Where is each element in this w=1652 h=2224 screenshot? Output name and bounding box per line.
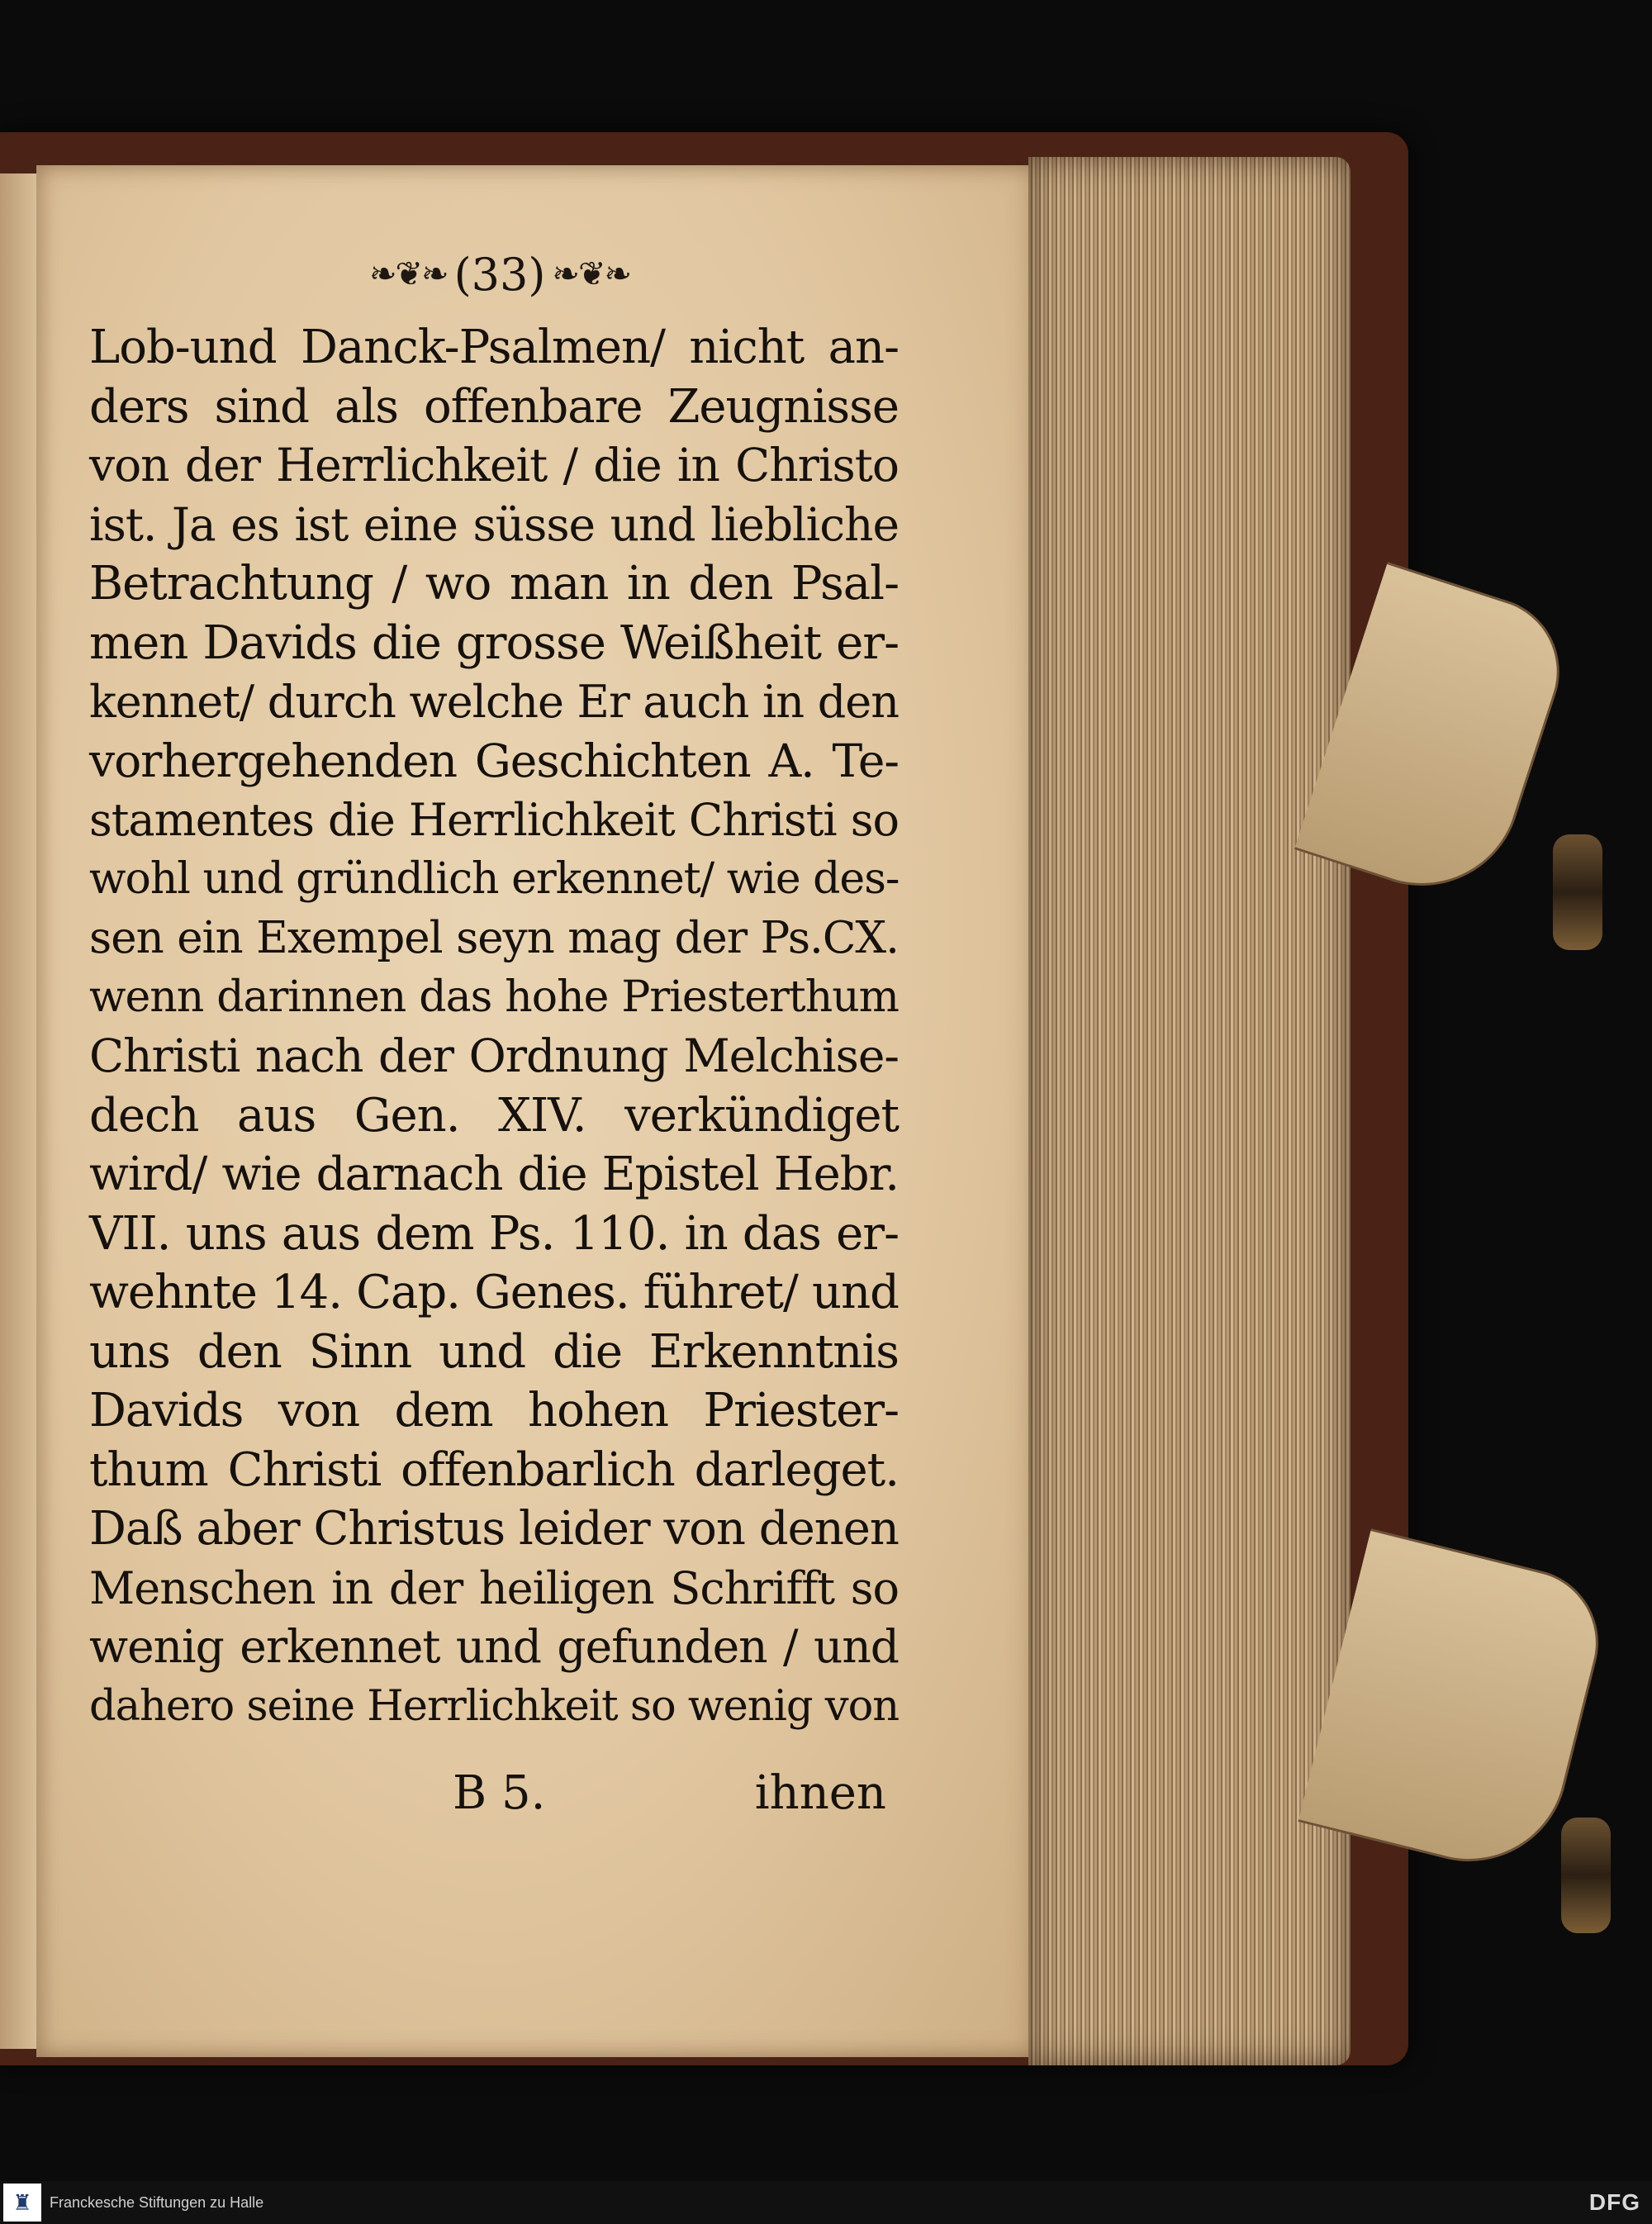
text-line: dahero seine Herrlichkeit so wenig von xyxy=(89,1681,900,1731)
text-line: Daß aber Christus leider von denen xyxy=(89,1502,899,1556)
institution-name: Franckesche Stiftungen zu Halle xyxy=(50,2193,264,2211)
text-line: ders sind als offenbare Zeugnisse xyxy=(89,379,899,434)
viewer-footer xyxy=(0,2181,1652,2224)
text-line: vorhergehenden Geschichten A. Te- xyxy=(89,734,899,787)
text-line: Lob-und Danck-Psalmen/ nicht an- xyxy=(89,321,899,374)
page-header xyxy=(355,241,644,307)
clasp-metal-bottom xyxy=(1561,1818,1611,1933)
text-line: thum Christi offenbarlich darleget. xyxy=(89,1442,899,1497)
text-line: uns den Sinn und die Erkenntnis xyxy=(89,1324,899,1379)
text-line: kennet/ durch welche Er auch in den xyxy=(89,676,899,728)
text-line: VII. uns aus dem Ps. 110. in das er- xyxy=(89,1206,899,1261)
left-page-edge xyxy=(0,173,36,2049)
page-number: (33) xyxy=(453,248,546,301)
text-line: ist. Ja es ist eine süsse und liebliche xyxy=(89,497,899,551)
text-line: Menschen in der heiligen Schrifft so xyxy=(89,1561,899,1614)
text-line: Christi nach der Ordnung Melchise- xyxy=(89,1029,899,1082)
text-line: stamentes die Herrlichkeit Christi so xyxy=(89,794,899,846)
catchword: ihnen xyxy=(754,1766,886,1820)
text-line: Betrachtung / wo man in den Psal- xyxy=(89,557,899,611)
text-line: wohl und gründlich erkennet/ wie des- xyxy=(89,853,900,904)
text-line: wenig erkennet und gefunden / und xyxy=(89,1620,899,1673)
clasp-metal-top xyxy=(1553,834,1602,950)
text-line: wenn darinnen das hohe Priesterthum xyxy=(89,972,899,1022)
dfg-logo: DFG xyxy=(1588,2189,1640,2215)
signature-mark: B 5. xyxy=(453,1766,546,1820)
ornament-left-icon: ❧❦❧ xyxy=(369,255,448,293)
crest-icon: ♜ xyxy=(3,2184,41,2222)
text-line: wird/ wie darnach die Epistel Hebr. xyxy=(89,1148,899,1201)
page-fore-edge xyxy=(1028,157,1351,2065)
text-line: Davids von dem hohen Priester- xyxy=(89,1384,899,1438)
footer-institution xyxy=(0,2184,263,2222)
ornament-right-icon: ❧❦❧ xyxy=(552,255,630,293)
page-footer-line xyxy=(89,1764,886,1823)
text-line: sen ein Exempel seyn mag der Ps.CX. xyxy=(89,913,899,963)
text-line: men Davids die grosse Weißheit er- xyxy=(89,615,899,670)
body-text xyxy=(89,318,899,1736)
text-line: wehnte 14. Cap. Genes. führet/ und xyxy=(89,1266,899,1319)
text-line: dech aus Gen. XIV. verkündiget xyxy=(89,1088,899,1143)
text-line: von der Herrlichkeit / die in Christo xyxy=(89,439,899,492)
